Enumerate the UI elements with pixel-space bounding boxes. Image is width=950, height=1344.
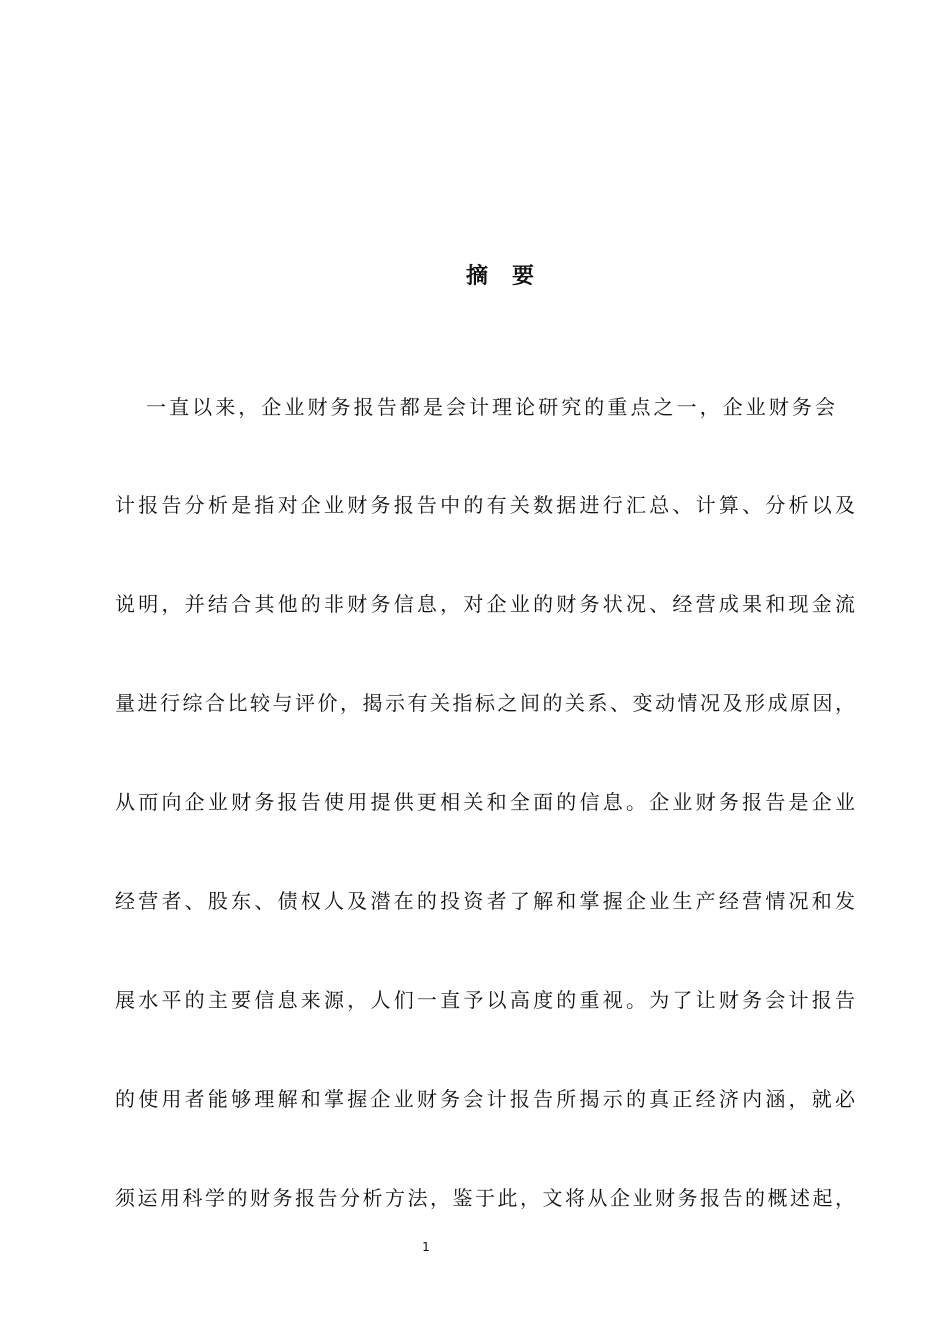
body-line: 展水平的主要信息来源，人们一直予以高度的重视。为了让财务会计报告 <box>115 988 855 1012</box>
body-line: 计报告分析是指对企业财务报告中的有关数据进行汇总、计算、分析以及 <box>115 493 855 517</box>
body-line: 从而向企业财务报告使用提供更相关和全面的信息。企业财务报告是企业 <box>115 790 855 814</box>
title-part-1: 摘 <box>465 264 490 289</box>
body-line: 量进行综合比较与评价，揭示有关指标之间的关系、变动情况及形成原因， <box>115 691 855 715</box>
body-line: 一直以来，企业财务报告都是会计理论研究的重点之一，企业财务会 <box>146 395 835 419</box>
body-line: 须运用科学的财务报告分析方法，鉴于此，文将从企业财务报告的概述起， <box>115 1186 855 1210</box>
body-line: 经营者、股东、债权人及潜在的投资者了解和掌握企业生产经营情况和发 <box>115 889 855 913</box>
page-number: 1 <box>422 1240 430 1254</box>
page-title <box>0 262 950 292</box>
body-line: 的使用者能够理解和掌握企业财务会计报告所揭示的真正经济内涵，就必 <box>115 1087 855 1111</box>
body-line: 说明，并结合其他的非财务信息，对企业的财务状况、经营成果和现金流 <box>115 592 855 616</box>
title-part-2: 要 <box>512 264 537 289</box>
